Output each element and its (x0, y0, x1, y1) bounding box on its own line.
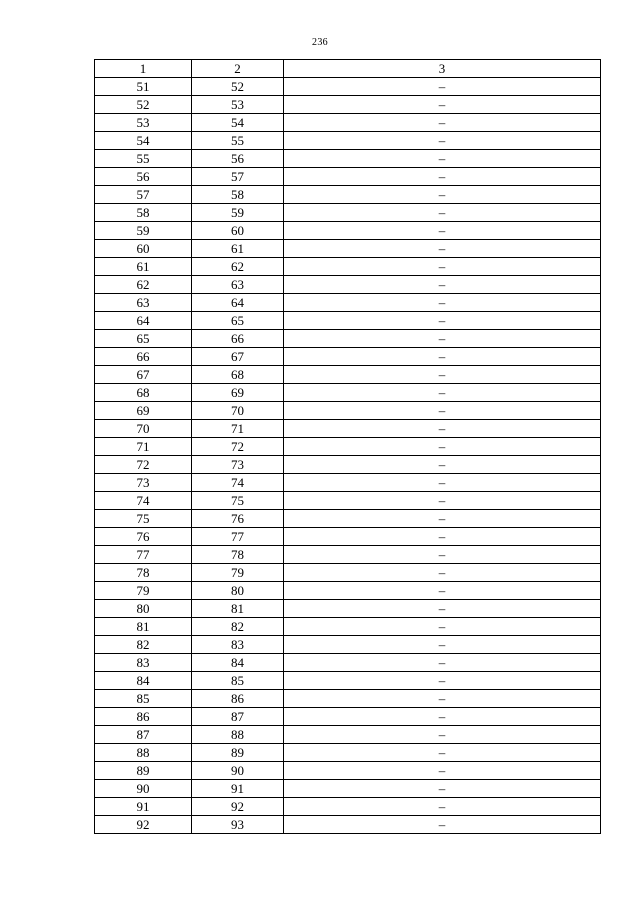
column-header-2: 2 (192, 60, 284, 78)
table-row (95, 240, 601, 258)
table-cell-col2: 76 (192, 510, 284, 528)
table-cell-col2: 73 (192, 456, 284, 474)
table-cell-col3: – (284, 474, 601, 492)
table-cell-col2: 63 (192, 276, 284, 294)
table-row (95, 186, 601, 204)
table-row (95, 762, 601, 780)
table-row (95, 78, 601, 96)
table-cell-col2: 75 (192, 492, 284, 510)
table-cell-col2: 87 (192, 708, 284, 726)
table-cell-col1: 76 (95, 528, 192, 546)
table-cell-col1: 83 (95, 654, 192, 672)
table-cell-col3: – (284, 582, 601, 600)
table-cell-col3: – (284, 564, 601, 582)
table-cell-col3: – (284, 402, 601, 420)
table-cell-col2: 64 (192, 294, 284, 312)
table-cell-col3: – (284, 762, 601, 780)
table-row (95, 600, 601, 618)
table-cell-col1: 58 (95, 204, 192, 222)
table-cell-col3: – (284, 510, 601, 528)
table-cell-col1: 90 (95, 780, 192, 798)
table-body (95, 78, 601, 834)
table-cell-col1: 54 (95, 132, 192, 150)
table-cell-col3: – (284, 636, 601, 654)
table-cell-col2: 65 (192, 312, 284, 330)
table-cell-col1: 73 (95, 474, 192, 492)
table-row (95, 420, 601, 438)
table-cell-col3: – (284, 420, 601, 438)
table-cell-col2: 79 (192, 564, 284, 582)
table-cell-col1: 64 (95, 312, 192, 330)
table-cell-col1: 81 (95, 618, 192, 636)
table-cell-col1: 60 (95, 240, 192, 258)
table-row (95, 690, 601, 708)
table-cell-col1: 57 (95, 186, 192, 204)
table-cell-col2: 92 (192, 798, 284, 816)
table-cell-col3: – (284, 114, 601, 132)
table-cell-col1: 59 (95, 222, 192, 240)
table-cell-col2: 66 (192, 330, 284, 348)
table-cell-col2: 53 (192, 96, 284, 114)
table-cell-col2: 55 (192, 132, 284, 150)
table-cell-col2: 77 (192, 528, 284, 546)
table-cell-col1: 56 (95, 168, 192, 186)
table-cell-col1: 65 (95, 330, 192, 348)
table-cell-col1: 91 (95, 798, 192, 816)
table-cell-col3: – (284, 708, 601, 726)
table-cell-col2: 71 (192, 420, 284, 438)
table-cell-col2: 86 (192, 690, 284, 708)
table-row (95, 258, 601, 276)
table-row (95, 816, 601, 834)
table-row (95, 708, 601, 726)
table-cell-col3: – (284, 798, 601, 816)
table-cell-col1: 67 (95, 366, 192, 384)
table-cell-col3: – (284, 816, 601, 834)
table-row (95, 672, 601, 690)
table-cell-col2: 60 (192, 222, 284, 240)
table-cell-col1: 63 (95, 294, 192, 312)
table-cell-col3: – (284, 672, 601, 690)
table-cell-col3: – (284, 438, 601, 456)
table-row (95, 150, 601, 168)
table-cell-col3: – (284, 330, 601, 348)
table-cell-col2: 57 (192, 168, 284, 186)
table-cell-col1: 69 (95, 402, 192, 420)
table-cell-col3: – (284, 456, 601, 474)
table-cell-col3: – (284, 204, 601, 222)
table-cell-col2: 88 (192, 726, 284, 744)
table-cell-col2: 72 (192, 438, 284, 456)
table-row (95, 348, 601, 366)
table-cell-col2: 54 (192, 114, 284, 132)
table-cell-col1: 75 (95, 510, 192, 528)
table-cell-col2: 58 (192, 186, 284, 204)
table-cell-col2: 93 (192, 816, 284, 834)
table-row (95, 564, 601, 582)
table-cell-col2: 91 (192, 780, 284, 798)
table-cell-col2: 83 (192, 636, 284, 654)
table-cell-col1: 88 (95, 744, 192, 762)
table-cell-col3: – (284, 78, 601, 96)
table-cell-col1: 84 (95, 672, 192, 690)
table-cell-col3: – (284, 780, 601, 798)
table-cell-col2: 56 (192, 150, 284, 168)
table-cell-col3: – (284, 690, 601, 708)
table-cell-col1: 79 (95, 582, 192, 600)
table-row (95, 456, 601, 474)
data-table (94, 59, 601, 834)
table-cell-col1: 71 (95, 438, 192, 456)
table-row (95, 474, 601, 492)
table-row (95, 726, 601, 744)
table-cell-col2: 59 (192, 204, 284, 222)
table-cell-col2: 82 (192, 618, 284, 636)
table-row (95, 744, 601, 762)
table-row (95, 366, 601, 384)
table-cell-col2: 70 (192, 402, 284, 420)
table-cell-col3: – (284, 366, 601, 384)
table-cell-col1: 87 (95, 726, 192, 744)
table-cell-col3: – (284, 168, 601, 186)
table-cell-col2: 61 (192, 240, 284, 258)
table-row (95, 546, 601, 564)
table-cell-col1: 61 (95, 258, 192, 276)
table-row (95, 330, 601, 348)
table-cell-col3: – (284, 132, 601, 150)
table-cell-col3: – (284, 618, 601, 636)
table-row (95, 96, 601, 114)
page-number: 236 (312, 37, 328, 48)
table-cell-col2: 74 (192, 474, 284, 492)
table-cell-col3: – (284, 528, 601, 546)
table-cell-col3: – (284, 654, 601, 672)
table-row (95, 204, 601, 222)
table-cell-col2: 89 (192, 744, 284, 762)
table-cell-col1: 92 (95, 816, 192, 834)
table-cell-col3: – (284, 276, 601, 294)
table-cell-col2: 69 (192, 384, 284, 402)
table-cell-col3: – (284, 726, 601, 744)
table-cell-col1: 86 (95, 708, 192, 726)
table-cell-col3: – (284, 384, 601, 402)
table-row (95, 438, 601, 456)
table-header (95, 60, 601, 78)
table-row (95, 510, 601, 528)
column-header-1: 1 (95, 60, 192, 78)
table-cell-col3: – (284, 222, 601, 240)
table-cell-col3: – (284, 348, 601, 366)
table-row (95, 168, 601, 186)
table-cell-col1: 77 (95, 546, 192, 564)
table-row (95, 384, 601, 402)
table-cell-col2: 52 (192, 78, 284, 96)
table-cell-col3: – (284, 744, 601, 762)
table-row (95, 582, 601, 600)
table-cell-col3: – (284, 546, 601, 564)
table-cell-col1: 85 (95, 690, 192, 708)
table-cell-col1: 80 (95, 600, 192, 618)
table-cell-col3: – (284, 96, 601, 114)
table-cell-col1: 62 (95, 276, 192, 294)
table-cell-col2: 85 (192, 672, 284, 690)
table-row (95, 780, 601, 798)
table-row (95, 636, 601, 654)
table-row (95, 798, 601, 816)
table-cell-col2: 78 (192, 546, 284, 564)
table-cell-col3: – (284, 150, 601, 168)
table-row (95, 312, 601, 330)
table-cell-col2: 81 (192, 600, 284, 618)
table-header-row (95, 60, 601, 78)
table-cell-col3: – (284, 600, 601, 618)
table-row (95, 528, 601, 546)
table-row (95, 654, 601, 672)
table-cell-col1: 66 (95, 348, 192, 366)
table-cell-col3: – (284, 186, 601, 204)
table-cell-col2: 67 (192, 348, 284, 366)
table-cell-col1: 52 (95, 96, 192, 114)
table-row (95, 402, 601, 420)
table-cell-col1: 68 (95, 384, 192, 402)
table-cell-col2: 84 (192, 654, 284, 672)
table-cell-col1: 70 (95, 420, 192, 438)
table-cell-col1: 51 (95, 78, 192, 96)
table-cell-col1: 72 (95, 456, 192, 474)
table-cell-col3: – (284, 312, 601, 330)
table-cell-col1: 74 (95, 492, 192, 510)
table-cell-col2: 68 (192, 366, 284, 384)
table-cell-col1: 78 (95, 564, 192, 582)
column-header-3: 3 (284, 60, 601, 78)
table-row (95, 294, 601, 312)
table-cell-col2: 80 (192, 582, 284, 600)
table-cell-col3: – (284, 258, 601, 276)
table-cell-col1: 82 (95, 636, 192, 654)
table-cell-col3: – (284, 492, 601, 510)
table-cell-col3: – (284, 240, 601, 258)
table-row (95, 114, 601, 132)
table-cell-col3: – (284, 294, 601, 312)
table-row (95, 222, 601, 240)
table-row (95, 276, 601, 294)
table-row (95, 492, 601, 510)
table-cell-col1: 53 (95, 114, 192, 132)
table-cell-col1: 55 (95, 150, 192, 168)
table-row (95, 618, 601, 636)
table-cell-col1: 89 (95, 762, 192, 780)
table-row (95, 132, 601, 150)
table-cell-col2: 62 (192, 258, 284, 276)
table-cell-col2: 90 (192, 762, 284, 780)
